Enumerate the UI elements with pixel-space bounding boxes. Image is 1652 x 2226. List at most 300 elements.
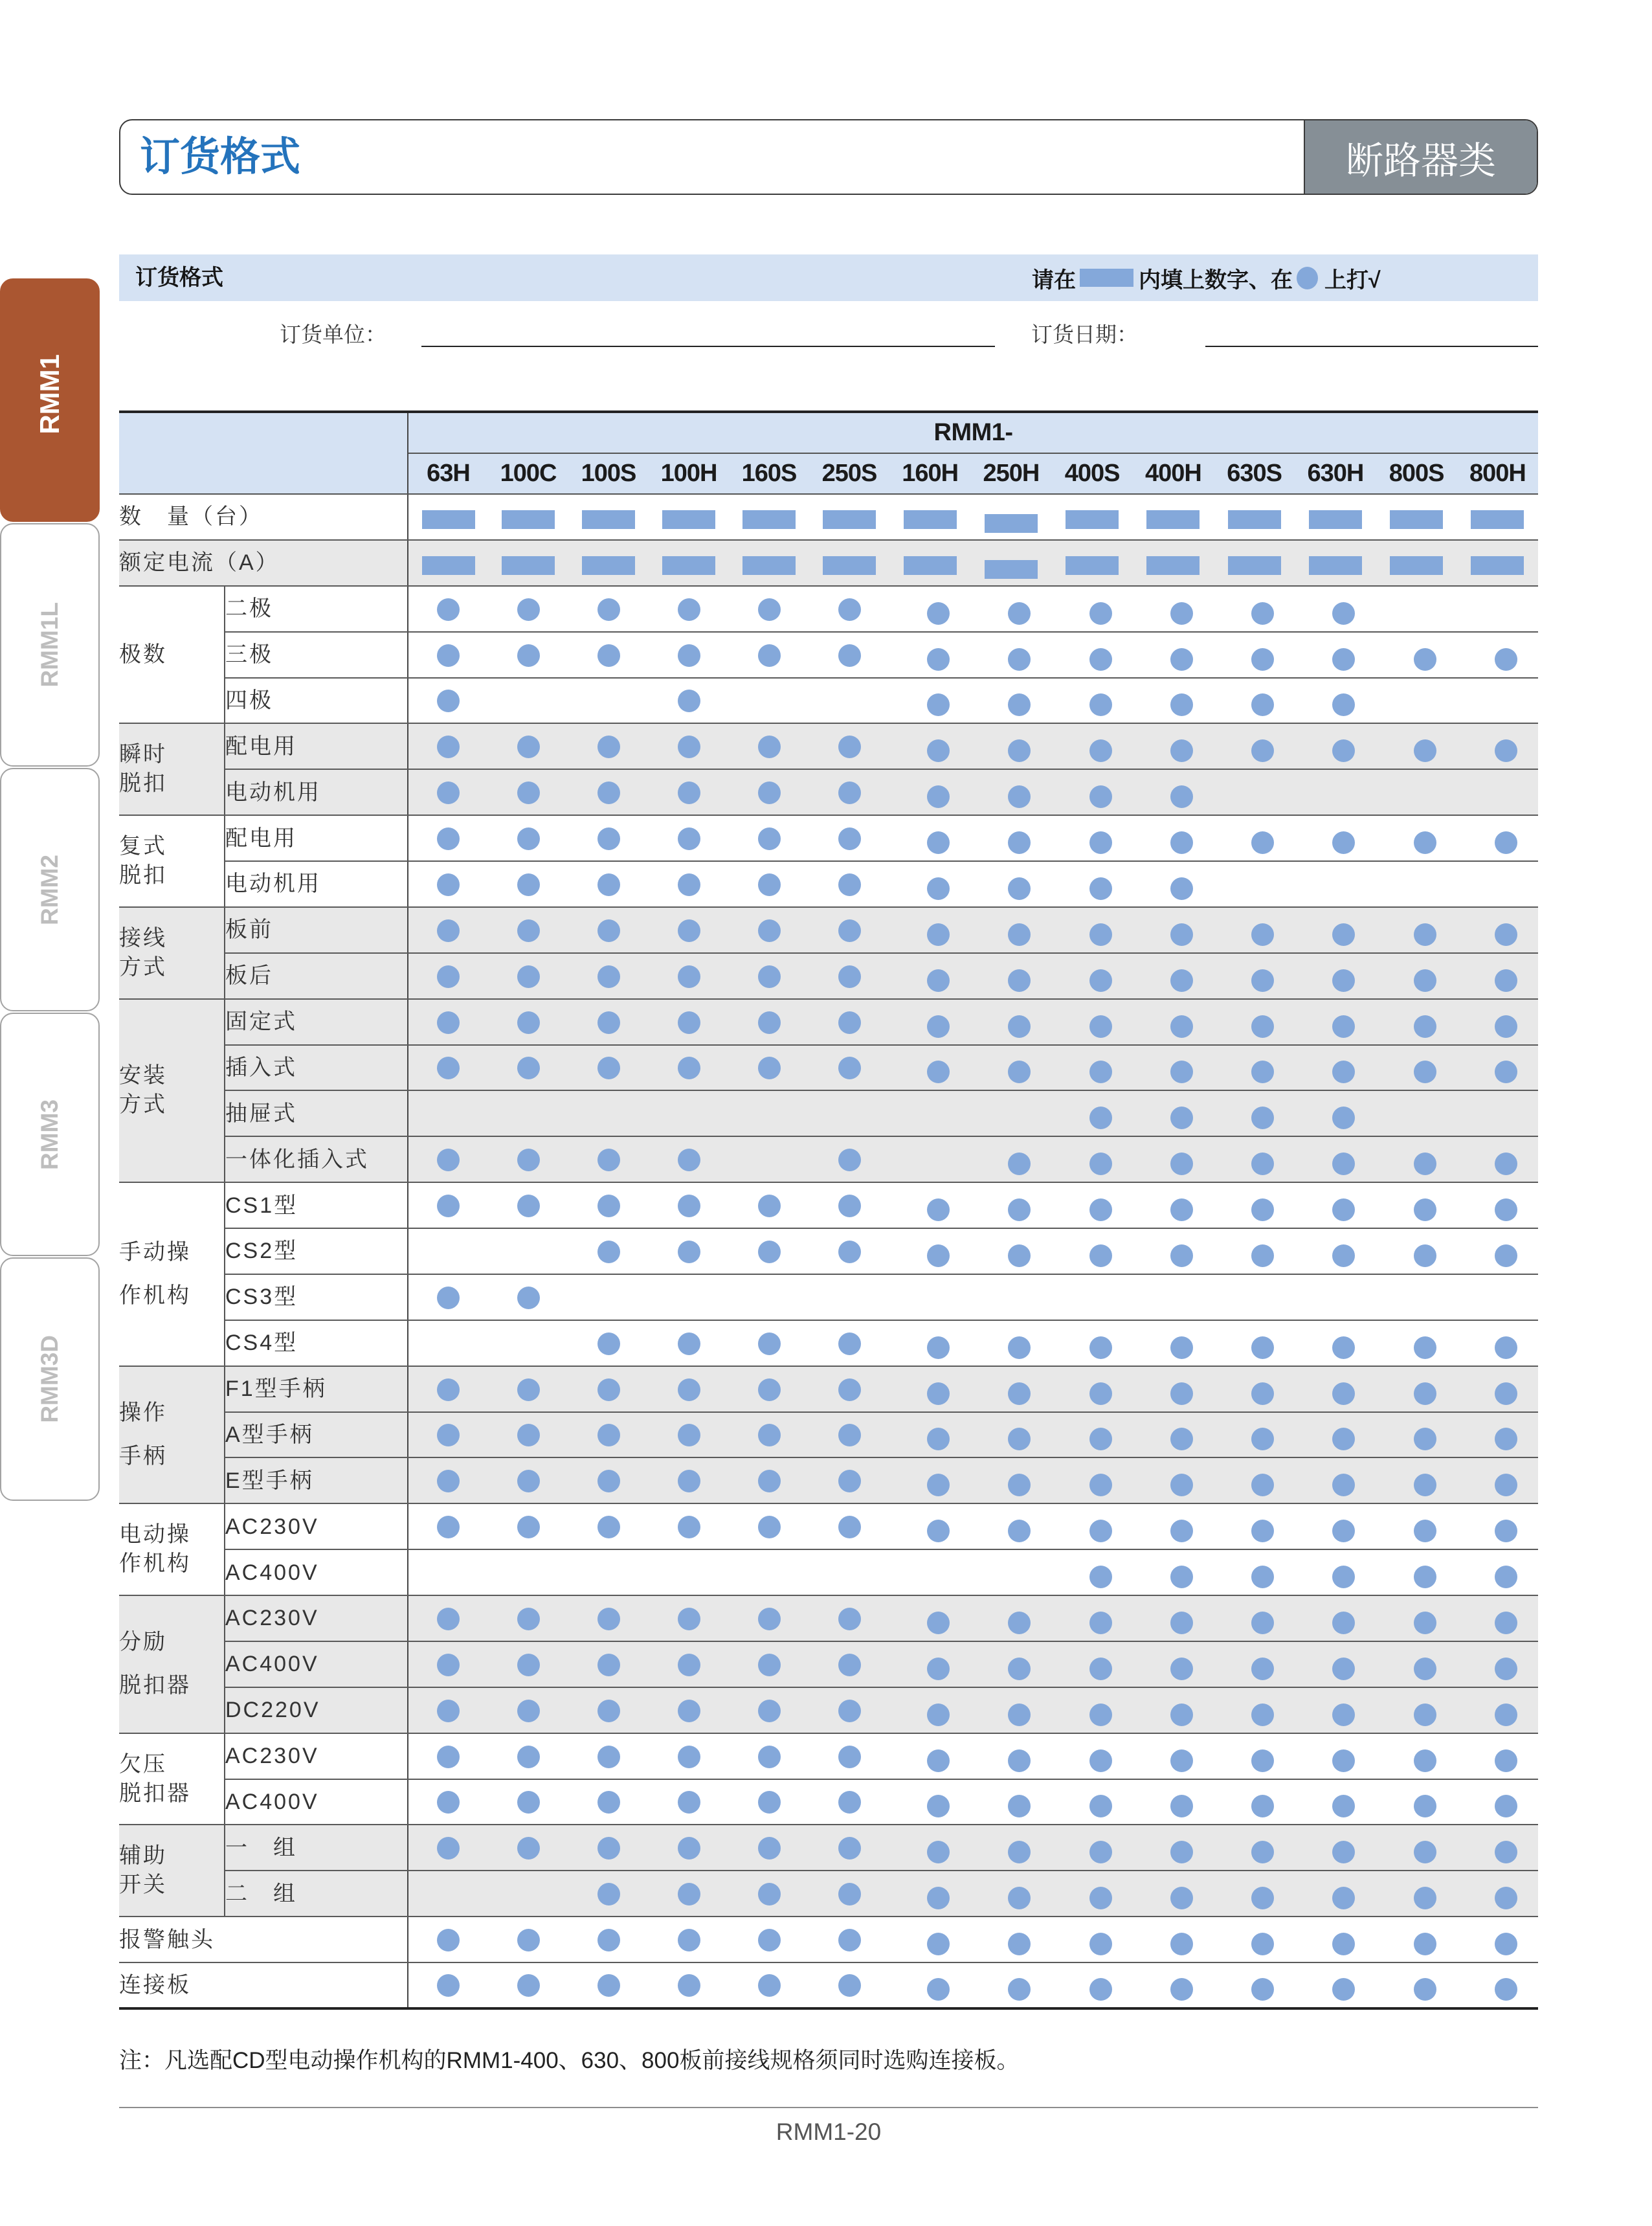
fill-in-field[interactable] (823, 556, 876, 575)
option-dot[interactable] (1170, 923, 1193, 946)
option-dot[interactable] (758, 1241, 781, 1263)
option-dot[interactable] (1008, 1244, 1031, 1267)
option-dot[interactable] (1089, 1795, 1112, 1817)
option-dot[interactable] (927, 1703, 950, 1726)
option-dot[interactable] (758, 919, 781, 942)
option-dot[interactable] (1089, 1978, 1112, 2001)
option-dot[interactable] (838, 1791, 861, 1814)
option-dot[interactable] (597, 1654, 620, 1676)
option-dot[interactable] (1414, 1336, 1436, 1359)
option-dot[interactable] (1414, 1474, 1436, 1496)
option-dot[interactable] (758, 781, 781, 804)
option-dot[interactable] (1089, 1061, 1112, 1083)
option-dot[interactable] (1251, 969, 1274, 992)
option-dot[interactable] (1251, 1566, 1274, 1588)
option-dot[interactable] (1170, 1749, 1193, 1772)
option-dot[interactable] (517, 1195, 540, 1217)
option-dot[interactable] (1414, 1658, 1436, 1680)
option-dot[interactable] (838, 919, 861, 942)
option-dot[interactable] (437, 1974, 460, 1997)
option-dot[interactable] (838, 736, 861, 758)
option-dot[interactable] (678, 1929, 700, 1951)
option-dot[interactable] (678, 1241, 700, 1263)
fill-in-field[interactable] (1066, 510, 1119, 529)
option-dot[interactable] (1251, 1474, 1274, 1496)
option-dot[interactable] (1495, 1474, 1517, 1496)
option-dot[interactable] (927, 1795, 950, 1817)
option-dot[interactable] (517, 1837, 540, 1860)
option-dot[interactable] (437, 644, 460, 667)
option-dot[interactable] (1089, 831, 1112, 854)
option-dot[interactable] (1170, 1795, 1193, 1817)
option-dot[interactable] (1089, 1428, 1112, 1450)
option-dot[interactable] (1170, 831, 1193, 854)
fill-in-field[interactable] (1390, 510, 1443, 529)
option-dot[interactable] (1170, 1933, 1193, 1955)
option-dot[interactable] (1089, 1336, 1112, 1359)
fill-in-field[interactable] (985, 560, 1038, 579)
option-dot[interactable] (678, 598, 700, 621)
option-dot[interactable] (1495, 1152, 1517, 1175)
option-dot[interactable] (927, 1520, 950, 1542)
option-dot[interactable] (1251, 1198, 1274, 1221)
option-dot[interactable] (927, 648, 950, 671)
option-dot[interactable] (1170, 602, 1193, 625)
option-dot[interactable] (1170, 785, 1193, 808)
option-dot[interactable] (1495, 1887, 1517, 1909)
option-dot[interactable] (517, 1057, 540, 1079)
option-dot[interactable] (1170, 1703, 1193, 1726)
option-dot[interactable] (1008, 1703, 1031, 1726)
option-dot[interactable] (517, 1470, 540, 1492)
option-dot[interactable] (1332, 1612, 1355, 1634)
option-dot[interactable] (1414, 648, 1436, 671)
option-dot[interactable] (1495, 1244, 1517, 1267)
fill-in-field[interactable] (662, 510, 715, 529)
option-dot[interactable] (1332, 1428, 1355, 1450)
option-dot[interactable] (597, 1516, 620, 1538)
option-dot[interactable] (838, 1241, 861, 1263)
option-dot[interactable] (838, 1608, 861, 1630)
option-dot[interactable] (437, 1057, 460, 1079)
option-dot[interactable] (678, 965, 700, 988)
option-dot[interactable] (758, 1516, 781, 1538)
option-dot[interactable] (678, 1516, 700, 1538)
fill-in-field[interactable] (1390, 556, 1443, 575)
fill-in-field[interactable] (1309, 556, 1362, 575)
option-dot[interactable] (678, 1974, 700, 1997)
option-dot[interactable] (1251, 602, 1274, 625)
option-dot[interactable] (758, 1929, 781, 1951)
option-dot[interactable] (1332, 1566, 1355, 1588)
fill-in-field[interactable] (1471, 510, 1524, 529)
option-dot[interactable] (1414, 1978, 1436, 2001)
option-dot[interactable] (1089, 877, 1112, 900)
option-dot[interactable] (1332, 1520, 1355, 1542)
option-dot[interactable] (1170, 1978, 1193, 2001)
option-dot[interactable] (678, 644, 700, 667)
option-dot[interactable] (1251, 1749, 1274, 1772)
option-dot[interactable] (437, 827, 460, 850)
option-dot[interactable] (838, 1149, 861, 1171)
option-dot[interactable] (517, 1791, 540, 1814)
option-dot[interactable] (1414, 1152, 1436, 1175)
option-dot[interactable] (1089, 1612, 1112, 1634)
option-dot[interactable] (927, 1658, 950, 1680)
option-dot[interactable] (597, 1424, 620, 1446)
option-dot[interactable] (1089, 1520, 1112, 1542)
option-dot[interactable] (1008, 1978, 1031, 2001)
option-dot[interactable] (437, 1378, 460, 1401)
option-dot[interactable] (1332, 1336, 1355, 1359)
option-dot[interactable] (597, 1241, 620, 1263)
tab-rmm3d[interactable] (0, 1257, 100, 1501)
option-dot[interactable] (678, 781, 700, 804)
option-dot[interactable] (437, 690, 460, 712)
option-dot[interactable] (1089, 739, 1112, 762)
option-dot[interactable] (1170, 969, 1193, 992)
option-dot[interactable] (1332, 1198, 1355, 1221)
option-dot[interactable] (1495, 1795, 1517, 1817)
option-dot[interactable] (1170, 1336, 1193, 1359)
option-dot[interactable] (1089, 1703, 1112, 1726)
option-dot[interactable] (927, 1428, 950, 1450)
option-dot[interactable] (1008, 1336, 1031, 1359)
option-dot[interactable] (1251, 1336, 1274, 1359)
option-dot[interactable] (678, 1332, 700, 1355)
fill-in-field[interactable] (422, 556, 475, 575)
option-dot[interactable] (1251, 648, 1274, 671)
option-dot[interactable] (597, 919, 620, 942)
option-dot[interactable] (1332, 1887, 1355, 1909)
option-dot[interactable] (1251, 1244, 1274, 1267)
option-dot[interactable] (1251, 1015, 1274, 1038)
option-dot[interactable] (437, 873, 460, 896)
option-dot[interactable] (1332, 1795, 1355, 1817)
option-dot[interactable] (437, 1837, 460, 1860)
option-dot[interactable] (1414, 1520, 1436, 1542)
option-dot[interactable] (1089, 1198, 1112, 1221)
fill-in-field[interactable] (582, 510, 635, 529)
option-dot[interactable] (517, 1149, 540, 1171)
option-dot[interactable] (758, 1700, 781, 1722)
option-dot[interactable] (1332, 648, 1355, 671)
option-dot[interactable] (927, 1933, 950, 1955)
option-dot[interactable] (597, 644, 620, 667)
option-dot[interactable] (1332, 1841, 1355, 1863)
option-dot[interactable] (758, 1791, 781, 1814)
fill-in-field[interactable] (742, 556, 796, 575)
option-dot[interactable] (517, 1516, 540, 1538)
fill-in-field[interactable] (1309, 510, 1362, 529)
option-dot[interactable] (517, 644, 540, 667)
option-dot[interactable] (437, 1608, 460, 1630)
option-dot[interactable] (1170, 739, 1193, 762)
option-dot[interactable] (597, 1791, 620, 1814)
option-dot[interactable] (838, 1195, 861, 1217)
option-dot[interactable] (437, 1791, 460, 1814)
option-dot[interactable] (1089, 1107, 1112, 1129)
option-dot[interactable] (678, 919, 700, 942)
option-dot[interactable] (1008, 1061, 1031, 1083)
fill-in-field[interactable] (582, 556, 635, 575)
option-dot[interactable] (678, 1057, 700, 1079)
option-dot[interactable] (1332, 739, 1355, 762)
option-dot[interactable] (1251, 831, 1274, 854)
option-dot[interactable] (597, 1378, 620, 1401)
option-dot[interactable] (1495, 1612, 1517, 1634)
option-dot[interactable] (1008, 1198, 1031, 1221)
option-dot[interactable] (758, 644, 781, 667)
option-dot[interactable] (1495, 1933, 1517, 1955)
option-dot[interactable] (838, 1011, 861, 1034)
tab-rmm3[interactable] (0, 1013, 100, 1256)
option-dot[interactable] (678, 1608, 700, 1630)
option-dot[interactable] (1008, 693, 1031, 716)
option-dot[interactable] (597, 1608, 620, 1630)
option-dot[interactable] (597, 1974, 620, 1997)
option-dot[interactable] (1089, 1382, 1112, 1405)
option-dot[interactable] (1170, 1382, 1193, 1405)
option-dot[interactable] (437, 781, 460, 804)
option-dot[interactable] (927, 923, 950, 946)
option-dot[interactable] (927, 1061, 950, 1083)
option-dot[interactable] (1332, 1107, 1355, 1129)
option-dot[interactable] (927, 693, 950, 716)
option-dot[interactable] (758, 1974, 781, 1997)
option-dot[interactable] (437, 919, 460, 942)
option-dot[interactable] (1414, 1566, 1436, 1588)
option-dot[interactable] (597, 1883, 620, 1906)
option-dot[interactable] (517, 1654, 540, 1676)
option-dot[interactable] (678, 1791, 700, 1814)
option-dot[interactable] (838, 1424, 861, 1446)
option-dot[interactable] (1089, 693, 1112, 716)
option-dot[interactable] (1008, 1152, 1031, 1175)
option-dot[interactable] (1089, 785, 1112, 808)
option-dot[interactable] (1495, 831, 1517, 854)
option-dot[interactable] (927, 877, 950, 900)
option-dot[interactable] (1414, 1612, 1436, 1634)
option-dot[interactable] (1089, 1152, 1112, 1175)
option-dot[interactable] (678, 690, 700, 712)
option-dot[interactable] (1170, 1612, 1193, 1634)
option-dot[interactable] (1251, 1978, 1274, 2001)
fill-in-field[interactable] (502, 510, 555, 529)
option-dot[interactable] (1251, 739, 1274, 762)
option-dot[interactable] (1170, 693, 1193, 716)
option-dot[interactable] (597, 827, 620, 850)
option-dot[interactable] (1495, 1520, 1517, 1542)
option-dot[interactable] (1008, 1841, 1031, 1863)
option-dot[interactable] (838, 1332, 861, 1355)
option-dot[interactable] (1251, 1061, 1274, 1083)
option-dot[interactable] (517, 1424, 540, 1446)
option-dot[interactable] (1170, 1474, 1193, 1496)
option-dot[interactable] (1414, 739, 1436, 762)
fill-in-field[interactable] (1146, 556, 1200, 575)
option-dot[interactable] (1251, 1612, 1274, 1634)
option-dot[interactable] (758, 1195, 781, 1217)
option-dot[interactable] (758, 1378, 781, 1401)
option-dot[interactable] (1332, 1978, 1355, 2001)
option-dot[interactable] (1414, 1198, 1436, 1221)
option-dot[interactable] (437, 1149, 460, 1171)
option-dot[interactable] (437, 736, 460, 758)
option-dot[interactable] (1495, 739, 1517, 762)
option-dot[interactable] (1495, 1978, 1517, 2001)
option-dot[interactable] (1008, 923, 1031, 946)
option-dot[interactable] (517, 965, 540, 988)
option-dot[interactable] (838, 1470, 861, 1492)
option-dot[interactable] (1008, 785, 1031, 808)
option-dot[interactable] (597, 1195, 620, 1217)
option-dot[interactable] (1251, 1658, 1274, 1680)
option-dot[interactable] (517, 736, 540, 758)
option-dot[interactable] (678, 827, 700, 850)
option-dot[interactable] (517, 1974, 540, 1997)
option-dot[interactable] (838, 1057, 861, 1079)
option-dot[interactable] (1089, 923, 1112, 946)
option-dot[interactable] (1008, 602, 1031, 625)
option-dot[interactable] (1251, 1703, 1274, 1726)
fill-in-field[interactable] (1146, 510, 1200, 529)
option-dot[interactable] (1332, 693, 1355, 716)
option-dot[interactable] (1170, 1887, 1193, 1909)
option-dot[interactable] (927, 1887, 950, 1909)
option-dot[interactable] (838, 1654, 861, 1676)
option-dot[interactable] (437, 1654, 460, 1676)
option-dot[interactable] (927, 785, 950, 808)
option-dot[interactable] (1008, 1474, 1031, 1496)
option-dot[interactable] (927, 1015, 950, 1038)
fill-in-field[interactable] (742, 510, 796, 529)
option-dot[interactable] (1251, 1382, 1274, 1405)
option-dot[interactable] (1008, 1658, 1031, 1680)
fill-in-field[interactable] (985, 514, 1038, 533)
order-date-field[interactable] (1205, 346, 1538, 347)
option-dot[interactable] (517, 1287, 540, 1309)
option-dot[interactable] (1414, 1933, 1436, 1955)
option-dot[interactable] (1170, 1061, 1193, 1083)
option-dot[interactable] (437, 1011, 460, 1034)
option-dot[interactable] (838, 781, 861, 804)
option-dot[interactable] (678, 1837, 700, 1860)
option-dot[interactable] (838, 873, 861, 896)
option-dot[interactable] (1495, 1841, 1517, 1863)
option-dot[interactable] (838, 1516, 861, 1538)
option-dot[interactable] (1332, 1061, 1355, 1083)
option-dot[interactable] (838, 965, 861, 988)
option-dot[interactable] (1332, 1749, 1355, 1772)
option-dot[interactable] (927, 1612, 950, 1634)
option-dot[interactable] (1332, 1244, 1355, 1267)
tab-rmm1[interactable] (0, 278, 100, 522)
option-dot[interactable] (678, 1654, 700, 1676)
option-dot[interactable] (1495, 923, 1517, 946)
option-dot[interactable] (1251, 923, 1274, 946)
option-dot[interactable] (437, 1287, 460, 1309)
option-dot[interactable] (1332, 1658, 1355, 1680)
option-dot[interactable] (927, 1198, 950, 1221)
option-dot[interactable] (437, 1424, 460, 1446)
option-dot[interactable] (1170, 1566, 1193, 1588)
option-dot[interactable] (517, 1700, 540, 1722)
option-dot[interactable] (758, 1011, 781, 1034)
fill-in-field[interactable] (1228, 556, 1281, 575)
option-dot[interactable] (597, 965, 620, 988)
option-dot[interactable] (1495, 1428, 1517, 1450)
option-dot[interactable] (517, 1378, 540, 1401)
option-dot[interactable] (1332, 1382, 1355, 1405)
option-dot[interactable] (1008, 1795, 1031, 1817)
option-dot[interactable] (838, 598, 861, 621)
option-dot[interactable] (437, 1929, 460, 1951)
option-dot[interactable] (597, 1057, 620, 1079)
option-dot[interactable] (517, 827, 540, 850)
option-dot[interactable] (1008, 1520, 1031, 1542)
option-dot[interactable] (1414, 1428, 1436, 1450)
option-dot[interactable] (517, 781, 540, 804)
option-dot[interactable] (1495, 969, 1517, 992)
option-dot[interactable] (1251, 693, 1274, 716)
option-dot[interactable] (597, 1929, 620, 1951)
option-dot[interactable] (1251, 1107, 1274, 1129)
option-dot[interactable] (1332, 602, 1355, 625)
option-dot[interactable] (597, 1011, 620, 1034)
option-dot[interactable] (1495, 648, 1517, 671)
order-unit-field[interactable] (421, 346, 995, 347)
option-dot[interactable] (1332, 1703, 1355, 1726)
option-dot[interactable] (1089, 1474, 1112, 1496)
option-dot[interactable] (838, 1746, 861, 1768)
option-dot[interactable] (1089, 1749, 1112, 1772)
option-dot[interactable] (1251, 1152, 1274, 1175)
option-dot[interactable] (838, 1378, 861, 1401)
option-dot[interactable] (758, 598, 781, 621)
option-dot[interactable] (758, 1883, 781, 1906)
option-dot[interactable] (1495, 1336, 1517, 1359)
option-dot[interactable] (678, 1700, 700, 1722)
option-dot[interactable] (1089, 1658, 1112, 1680)
option-dot[interactable] (1170, 877, 1193, 900)
option-dot[interactable] (927, 1244, 950, 1267)
fill-in-field[interactable] (904, 510, 957, 529)
option-dot[interactable] (1332, 1015, 1355, 1038)
option-dot[interactable] (1089, 1244, 1112, 1267)
option-dot[interactable] (1008, 739, 1031, 762)
option-dot[interactable] (1414, 831, 1436, 854)
option-dot[interactable] (1251, 1795, 1274, 1817)
option-dot[interactable] (1414, 1887, 1436, 1909)
option-dot[interactable] (678, 873, 700, 896)
option-dot[interactable] (1089, 1887, 1112, 1909)
option-dot[interactable] (597, 1837, 620, 1860)
option-dot[interactable] (678, 1746, 700, 1768)
option-dot[interactable] (1332, 923, 1355, 946)
option-dot[interactable] (838, 1974, 861, 1997)
option-dot[interactable] (1170, 648, 1193, 671)
option-dot[interactable] (1008, 1015, 1031, 1038)
option-dot[interactable] (597, 1470, 620, 1492)
option-dot[interactable] (1089, 602, 1112, 625)
option-dot[interactable] (1251, 1887, 1274, 1909)
option-dot[interactable] (1414, 923, 1436, 946)
option-dot[interactable] (838, 1700, 861, 1722)
option-dot[interactable] (1170, 1107, 1193, 1129)
option-dot[interactable] (1008, 1382, 1031, 1405)
option-dot[interactable] (517, 1608, 540, 1630)
